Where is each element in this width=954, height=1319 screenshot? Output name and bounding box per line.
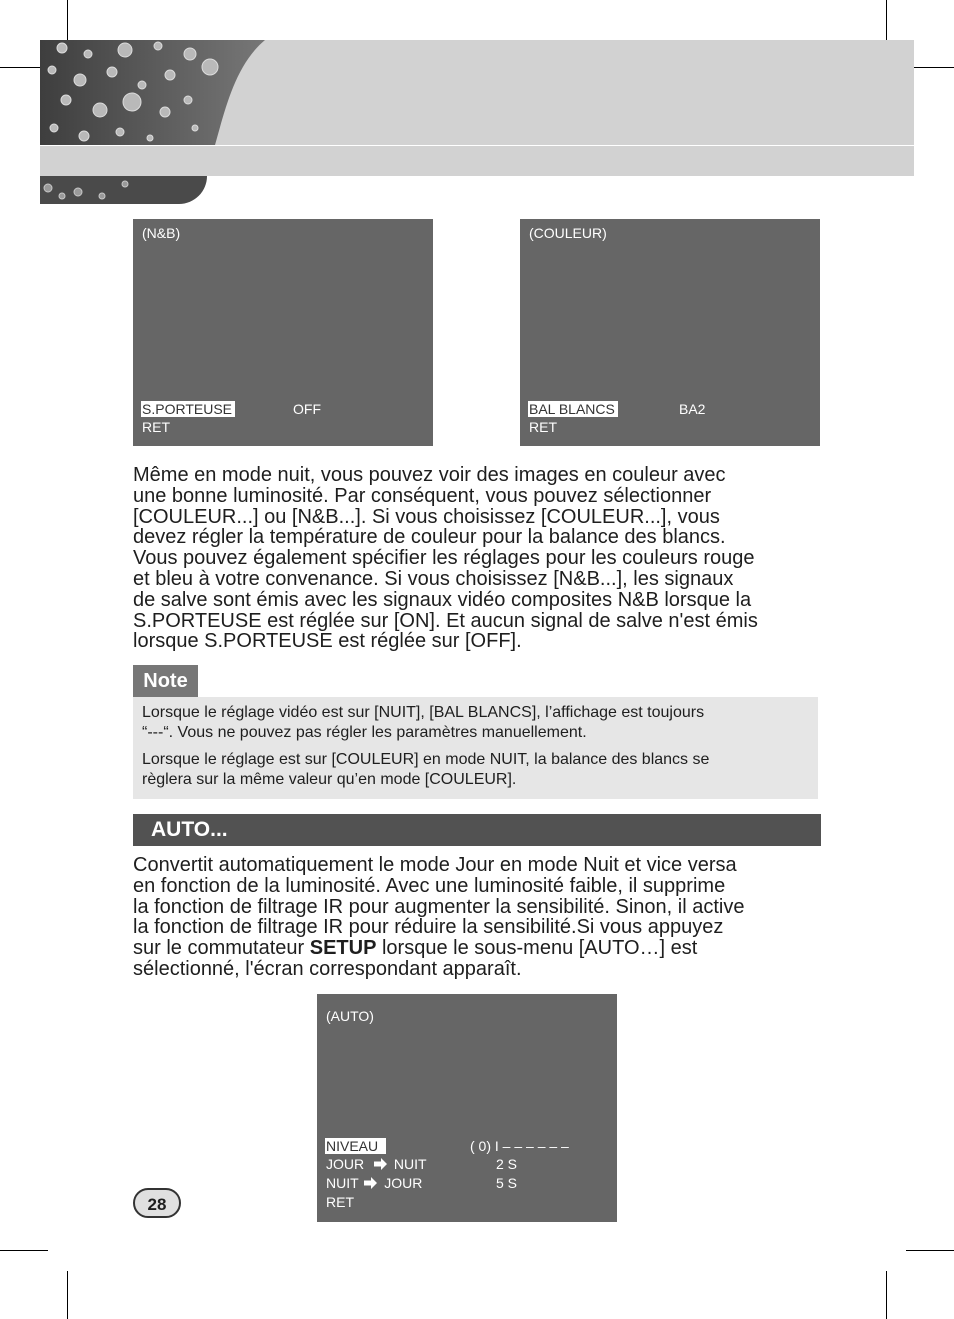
osd-menu-item-nuit-jour[interactable] — [326, 1175, 422, 1191]
osd-screen-auto — [317, 994, 617, 1222]
text-line: lorsque S.PORTEUSE est réglée sur [OFF]. — [133, 630, 522, 653]
text-line — [133, 938, 833, 959]
osd-value-bal-blancs: BA2 — [679, 401, 706, 417]
crop-mark — [67, 1271, 68, 1319]
section-heading-auto — [133, 814, 821, 846]
osd-menu-item-bal-blancs[interactable]: BAL BLANCS — [528, 401, 618, 417]
crop-mark — [886, 1271, 887, 1319]
note-text-line: règlera sur la même valeur qu’en mode [COULEUR]. — [142, 771, 517, 788]
text-line: la fonction de filtrage IR pour augmenter la sensibilité. Sinon, il active — [133, 895, 745, 918]
osd-screen-nb — [133, 219, 433, 446]
text-fragment: lorsque le sous-menu [AUTO…] est — [376, 937, 698, 960]
arrow-right-icon — [374, 1158, 388, 1170]
water-drops-graphic — [40, 40, 270, 145]
osd-menu-item-s-porteuse[interactable]: S.PORTEUSE — [141, 401, 235, 417]
text-line: Convertit automatiquement le mode Jour en mode Nuit et vice versa — [133, 854, 737, 876]
osd-title: (N&B) — [142, 225, 181, 241]
text-line: une bonne luminosité. Par conséquent, vous pouvez sélectionner — [133, 484, 712, 507]
osd-value-niveau: ( 0) I – – – – – – — [470, 1138, 569, 1154]
arrow-right-icon — [364, 1177, 378, 1189]
note-text-line: “---“. Vous ne pouvez pas régler les paramètres manuellement. — [142, 724, 587, 741]
setup-keyword: SETUP — [309, 937, 377, 960]
text-line: et bleu à votre convenance. Si vous choisissez [N&B...], les signaux — [133, 567, 734, 590]
osd-menu-item-ret[interactable]: RET — [142, 419, 170, 435]
water-drops-small — [40, 176, 160, 204]
header-banner-lower — [40, 146, 914, 176]
note-text-line: Lorsque le réglage vidéo est sur [NUIT], [BAL BLANCS], l’affichage est toujours — [142, 704, 705, 721]
osd-menu-item-niveau[interactable]: NIVEAU — [325, 1138, 386, 1154]
osd-menu-item-jour-nuit[interactable] — [326, 1156, 427, 1172]
osd-menu-item-ret[interactable]: RET — [529, 419, 557, 435]
note-label: Note — [133, 665, 198, 697]
intro-paragraph — [133, 465, 833, 652]
osd-value-jour-nuit: 2 S — [496, 1156, 518, 1172]
crop-mark — [906, 1250, 954, 1251]
osd-title: (AUTO) — [326, 1008, 374, 1024]
osd-value-s-porteuse: OFF — [293, 401, 321, 417]
text-line: Vous pouvez également spécifier les réglages pour les couleurs rouge — [133, 547, 755, 570]
osd-value-nuit-jour: 5 S — [496, 1175, 518, 1191]
text-line: en fonction de la luminosité. Avec une luminosité faible, il supprime — [133, 874, 726, 897]
section-heading-text: AUTO... — [151, 818, 228, 841]
note-box — [133, 697, 818, 799]
text-fragment: sur le commutateur — [133, 937, 310, 960]
crop-mark — [0, 1250, 48, 1251]
text-line: de salve sont émis avec les signaux vidéo composites N&B lorsque la — [133, 588, 752, 611]
text-line: devez régler la température de couleur pour la balance des blancs. — [133, 526, 726, 549]
osd-menu-item-ret[interactable]: RET — [326, 1194, 354, 1210]
osd-label: NUIT — [326, 1175, 359, 1191]
page-number: 28 — [133, 1188, 181, 1218]
osd-label: JOUR — [326, 1156, 365, 1172]
note-text-line: Lorsque le réglage est sur [COULEUR] en mode NUIT, la balance des blancs se — [142, 751, 710, 768]
text-line: Même en mode nuit, vous pouvez voir des images en couleur avec — [133, 464, 726, 486]
osd-screen-couleur — [520, 219, 820, 446]
osd-title: (COULEUR) — [529, 225, 607, 241]
auto-paragraph — [133, 855, 833, 980]
text-line: [COULEUR...] ou [N&B...]. Si vous choisissez [COULEUR...], vous — [133, 505, 720, 528]
osd-label: NUIT — [393, 1156, 427, 1172]
osd-label: JOUR — [384, 1175, 423, 1191]
text-line: sélectionné, l'écran correspondant apparaît. — [133, 957, 522, 980]
text-line: S.PORTEUSE est réglée sur [ON]. Et aucun signal de salve n'est émis — [133, 609, 758, 632]
text-line: la fonction de filtrage IR pour réduire la sensibilité.Si vous appuyez — [133, 916, 724, 939]
